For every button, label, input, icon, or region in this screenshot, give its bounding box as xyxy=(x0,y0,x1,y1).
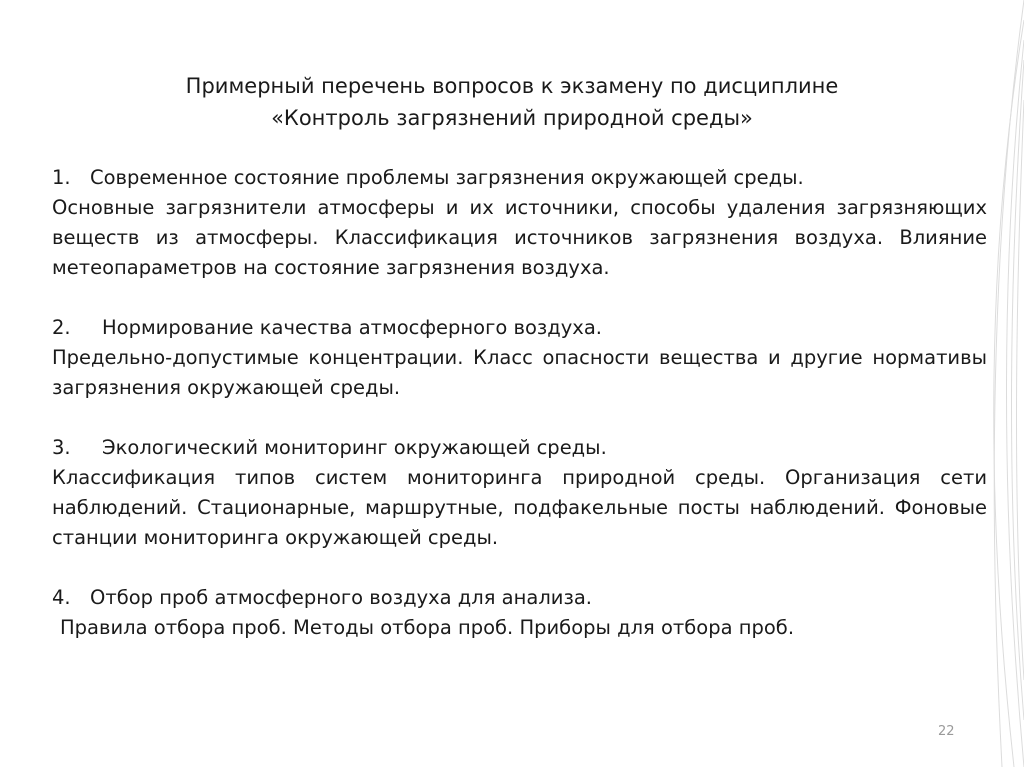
question-description: Классификация типов систем мониторинга природной среды. Организация сети наблюдений. Стационарные, маршрутные, подфакельные посты наблюдений. Фоновые станции мониторинга окружающей среды. xyxy=(52,466,987,549)
title-line-1: Примерный перечень вопросов к экзамену по дисциплине xyxy=(185,74,839,98)
question-number: 3. xyxy=(52,436,71,459)
question-item-4 xyxy=(52,583,987,643)
question-item-1 xyxy=(52,163,987,283)
question-title: Экологический мониторинг окружающей среды. xyxy=(102,436,607,459)
title-line-2: «Контроль загрязнений природной среды» xyxy=(271,106,753,130)
question-heading xyxy=(52,313,987,343)
question-list xyxy=(52,163,987,673)
question-heading xyxy=(52,583,987,613)
question-description: Основные загрязнители атмосферы и их источники, способы удаления загрязняющих веществ из атмосферы. Классификация источников загрязнения воздуха. Влияние метеопараметров на состояние загрязнения воздуха. xyxy=(52,196,987,279)
page-number: 22 xyxy=(938,724,955,739)
question-item-2 xyxy=(52,313,987,403)
question-item-3 xyxy=(52,433,987,553)
question-number: 1. xyxy=(52,166,71,189)
question-description: Предельно-допустимые концентрации. Класс опасности вещества и другие нормативы загрязнения окружающей среды. xyxy=(52,346,987,399)
question-number: 2. xyxy=(52,316,71,339)
question-description: Правила отбора проб. Методы отбора проб. Приборы для отбора проб. xyxy=(60,616,795,639)
question-number: 4. xyxy=(52,586,71,609)
question-title: Современное состояние проблемы загрязнения окружающей среды. xyxy=(90,166,804,189)
question-heading xyxy=(52,433,987,463)
question-title: Отбор проб атмосферного воздуха для анализа. xyxy=(90,586,592,609)
slide-title xyxy=(0,70,1024,134)
question-title: Нормирование качества атмосферного воздуха. xyxy=(102,316,602,339)
question-heading xyxy=(52,163,987,193)
